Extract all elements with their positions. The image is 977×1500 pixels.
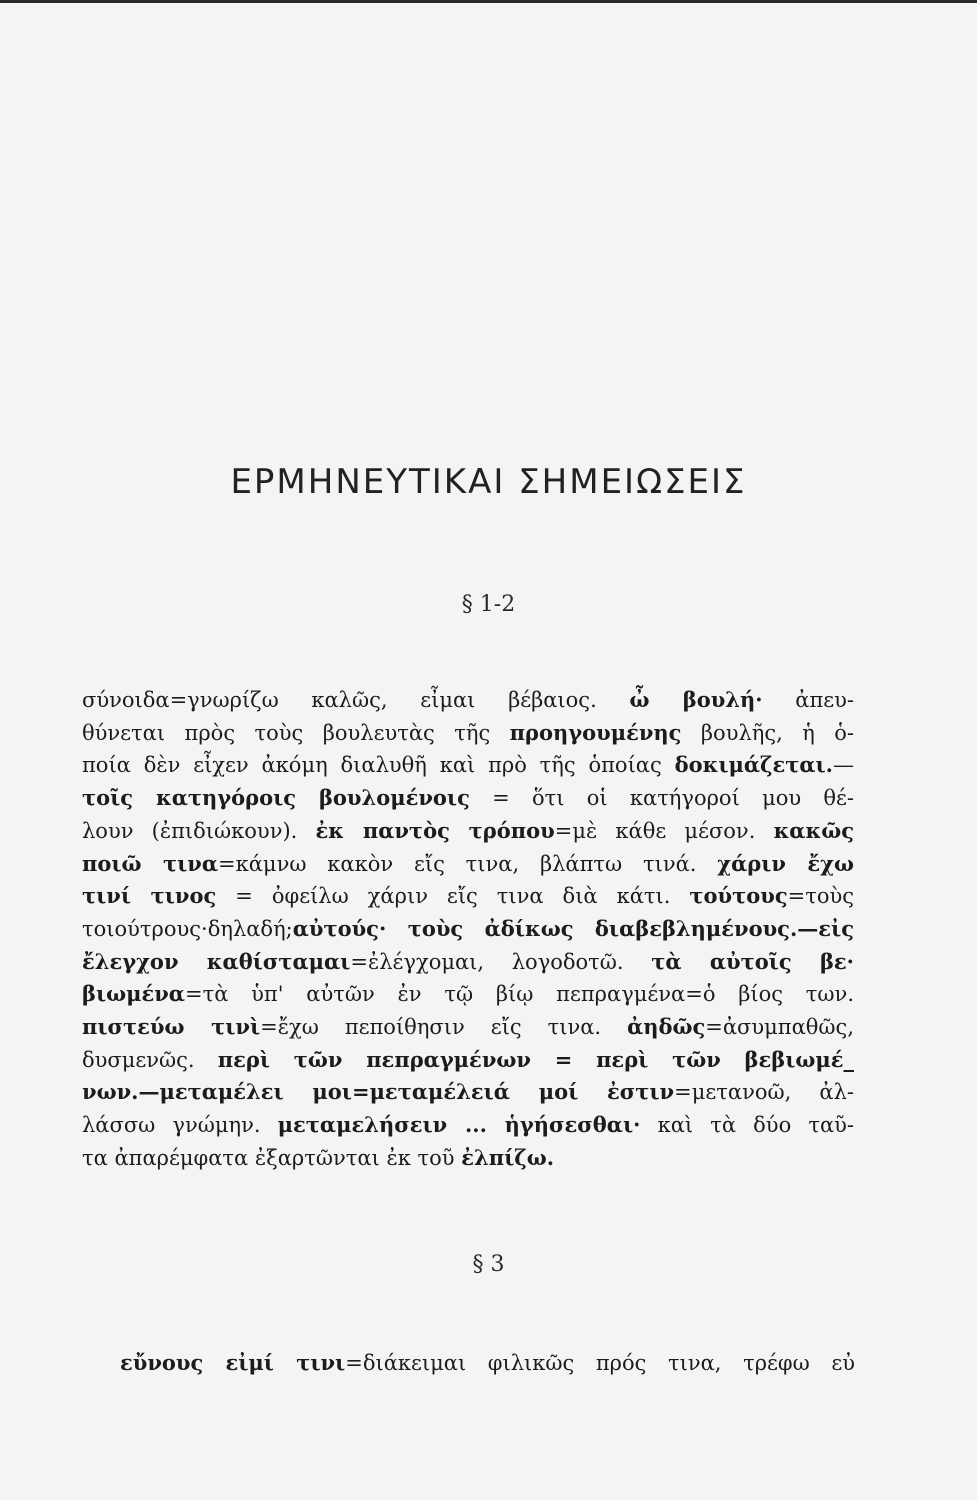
bold-term: ἐκ παντὸς τρόπου [315, 817, 555, 843]
gloss-text: =ἔχω πεποίθησιν εἴς τινα. [260, 1015, 628, 1040]
text-line [82, 1076, 854, 1109]
text-line [82, 749, 854, 782]
bold-term: νων.—μεταμέλει μοι=μεταμέλειά μοί ἐστιν [82, 1079, 675, 1105]
gloss-text: — [833, 753, 854, 778]
section-number-3: § 3 [472, 1252, 505, 1277]
gloss-text: τα ἀπαρέμφατα ἐξαρτῶνται ἐκ τοῦ [82, 1145, 462, 1170]
paragraph-section-3-first-line [120, 1350, 855, 1375]
gloss-text: =διάκειμαι φιλικῶς πρός τινα, τρέφω εὐ [345, 1351, 855, 1375]
gloss-text: λουν (ἐπιδιώκουν). [82, 818, 316, 843]
bold-term: βιωμένα [82, 981, 185, 1007]
text-line [82, 717, 854, 750]
gloss-text: =κάμνω κακὸν εἴς τινα, βλάπτω τινά. [218, 851, 718, 876]
text-line [82, 913, 854, 946]
text-line [82, 880, 854, 913]
bold-term: περὶ τῶν πεπραγμένων = περὶ τῶν βεβιωμέ_ [217, 1046, 854, 1072]
gloss-text: =μετανοῶ, ἀλ- [674, 1080, 854, 1105]
bold-term: ποιῶ τινα [82, 850, 219, 876]
gloss-text: =τοὺς [787, 884, 854, 909]
bold-term: ἐλπίζω. [461, 1144, 555, 1170]
bold-term: χάριν ἔχω [717, 850, 854, 876]
gloss-text: δυσμενῶς. [82, 1047, 218, 1072]
bold-term: κακῶς [773, 817, 854, 843]
bold-term: πιστεύω τινὶ [82, 1014, 261, 1040]
top-edge-line [0, 0, 977, 3]
text-line [82, 848, 854, 881]
page-heading: ΕΡΜΗΝΕΥΤΙΚΑΙ ΣΗΜΕΙΩΣΕΙΣ [230, 462, 747, 502]
gloss-text: =μὲ κάθε μέσον. [554, 818, 774, 843]
text-line [82, 1011, 854, 1044]
text-line [82, 1044, 854, 1077]
gloss-text: καὶ τὰ δύο ταῦ- [640, 1113, 854, 1138]
bold-term: δοκιμάζεται. [674, 752, 833, 778]
bold-term: αὐτούς· τοὺς ἀδίκως διαβεβλημένους.—εἰς [292, 915, 854, 941]
gloss-text: βουλῆς, ἡ ὁ- [681, 720, 854, 745]
bold-term: εὔνους εἰμί τινι [120, 1350, 346, 1375]
bold-term: τούτους [689, 883, 788, 909]
bold-term: ἀηδῶς [627, 1014, 706, 1040]
text-line [82, 684, 854, 717]
gloss-text: ἀπευ- [762, 688, 854, 712]
bold-term: τοῖς κατηγόροις βουλομένοις [82, 785, 470, 811]
text-line [82, 815, 854, 848]
bold-term: ὦ βουλή· [629, 687, 763, 712]
text-line [82, 946, 854, 979]
gloss-text: τοιούτρους·δηλαδή; [82, 916, 293, 941]
gloss-text: =ἐλέγχομαι, λογοδοτῶ. [350, 949, 652, 974]
bold-term: ἔλεγχον καθίσταμαι [82, 948, 351, 974]
text-line [82, 1142, 854, 1175]
text-line [82, 978, 854, 1011]
gloss-text: =τὰ ὑπ' αὐτῶν ἐν τῷ βίῳ πεπραγμένα=ὁ βίος των. [184, 982, 854, 1007]
bold-term: τινί τινος [82, 883, 217, 909]
gloss-text: λάσσω γνώμην. [82, 1113, 278, 1138]
gloss-text: = ὀφείλω χάριν εἴς τινα διὰ κάτι. [216, 884, 690, 909]
gloss-text: σύνοιδα=γνωρίζω καλῶς, εἶμαι βέβαιος. [82, 688, 630, 712]
bold-term: προηγουμένης [509, 719, 682, 745]
bold-term: μεταμελήσειν ... ἡγήσεσθαι· [277, 1112, 641, 1138]
gloss-text: θύνεται πρὸς τοὺς βουλευτὰς τῆς [82, 720, 510, 745]
gloss-text: =ἀσυμπαθῶς, [705, 1015, 854, 1040]
bold-term: τὰ αὐτοῖς βε· [651, 948, 854, 974]
gloss-text: = ὅτι οἱ κατήγοροί μου θέ- [469, 786, 854, 811]
paragraph-section-1-2 [82, 684, 854, 1175]
text-line [82, 1109, 854, 1142]
section-number-1-2: § 1-2 [461, 592, 516, 617]
gloss-text: ποία δὲν εἶχεν ἀκόμη διαλυθῆ καὶ πρὸ τῆς ὁποίας [82, 753, 675, 778]
text-line [82, 782, 854, 815]
